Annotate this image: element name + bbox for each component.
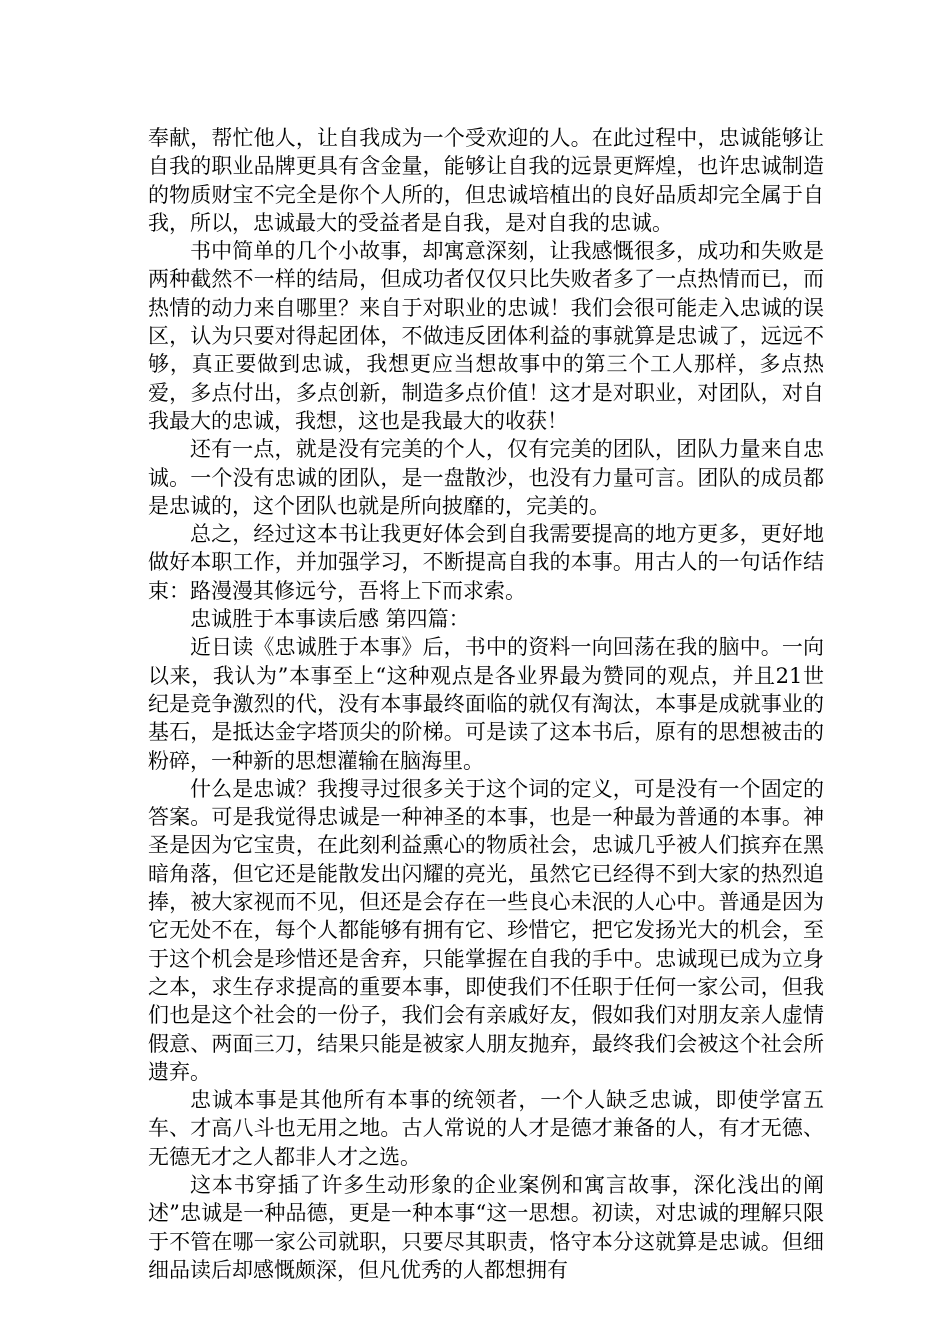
paragraph-6: 近日读《忠诚胜于本事》后，书中的资料一向回荡在我的脑中。一向以来，我认为”本事至上“这种观点是各业界最为赞同的观点，并且21世纪是竞争激烈的代，没有本事最终面临的就仅有淘汰，本事是成就事业的基石，是抵达金字塔顶尖的阶梯。可是读了这本书后，原有的思想被击的粉碎，一种新的思想灌输在脑海里。 <box>148 635 824 773</box>
section-heading: 忠诚胜于本事读后感 第四篇： <box>190 607 470 632</box>
paragraph-3: 还有一点，就是没有完美的个人，仅有完美的团队，团队力量来自忠诚。一个没有忠诚的团队，是一盘散沙，也没有力量可言。团队的成员都是忠诚的，这个团队也就是所向披靡的，完美的。 <box>148 437 824 518</box>
paragraph-8: 忠诚本事是其他所有本事的统领者，一个人缺乏忠诚，即使学富五车、才高八斗也无用之地。古人常说的人才是德才兼备的人，有才无德、无德无才之人都非人才之选。 <box>148 1088 824 1169</box>
paragraph-4: 总之，经过这本书让我更好体会到自我需要提高的地方更多，更好地做好本职工作，并加强学习，不断提高自我的本事。用古人的一句话作结束：路漫漫其修远兮，吾将上下而求索。 <box>148 522 824 603</box>
paragraph-9: 这本书穿插了许多生动形象的企业案例和寓言故事，深化浅出的阐述”忠诚是一种品德，更是一种本事“这一思想。初读，对忠诚的理解只限于不管在哪一家公司就职，只要尽其职责，恪守本分这就算是忠诚。但细细品读后却感慨颇深，但凡优秀的人都想拥有 <box>148 1172 824 1282</box>
paragraph-7: 什么是忠诚？我搜寻过很多关于这个词的定义，可是没有一个固定的答案。可是我觉得忠诚是一种神圣的本事，也是一种最为普通的本事。神圣是因为它宝贵，在此刻利益熏心的物质社会，忠诚几乎被人们摈弃在黑暗角落，但它还是能散发出闪耀的亮光，虽然它已经得不到大家的热烈追捧，被大家视而不见，但还是会存在一些良心未泯的人心中。普通是因为它无处不在，每个人都能够有拥有它、珍惜它，把它发扬光大的机会，至于这个机会是珍惜还是舍弃，只能掌握在自我的手中。忠诚现已成为立身之本，求生存求提高的重要本事，即使我们不任职于任何一家公司，但我们也是这个社会的一份子，我们会有亲戚好友，假如我们对朋友亲人虚情假意、两面三刀，结果只能是被家人朋友抛弃，最终我们会被这个社会所遗弃。 <box>148 776 824 1084</box>
paragraph-2: 书中简单的几个小故事，却寓意深刻，让我感慨很多，成功和失败是两种截然不一样的结局，但成功者仅仅只比失败者多了一点热情而已，而热情的动力来自哪里？来自于对职业的忠诚！我们会很可能走入忠诚的误区，认为只要对得起团体，不做违反团体利益的事就算是忠诚了，远远不够，真正要做到忠诚，我想更应当想故事中的第三个工人那样，多点热爱，多点付出，多点创新，制造多点价值！这才是对职业，对团队，对自我最大的忠诚，我想，这也是我最大的收获！ <box>148 239 824 433</box>
document-page <box>148 124 824 1284</box>
paragraph-1: 奉献，帮忙他人，让自我成为一个受欢迎的人。在此过程中，忠诚能够让自我的职业品牌更具有含金量，能够让自我的远景更辉煌，也许忠诚制造的物质财宝不完全是你个人所的，但忠诚培植出的良好品质却完全属于自我，所以，忠诚最大的受益者是自我，是对自我的忠诚。 <box>148 126 824 235</box>
